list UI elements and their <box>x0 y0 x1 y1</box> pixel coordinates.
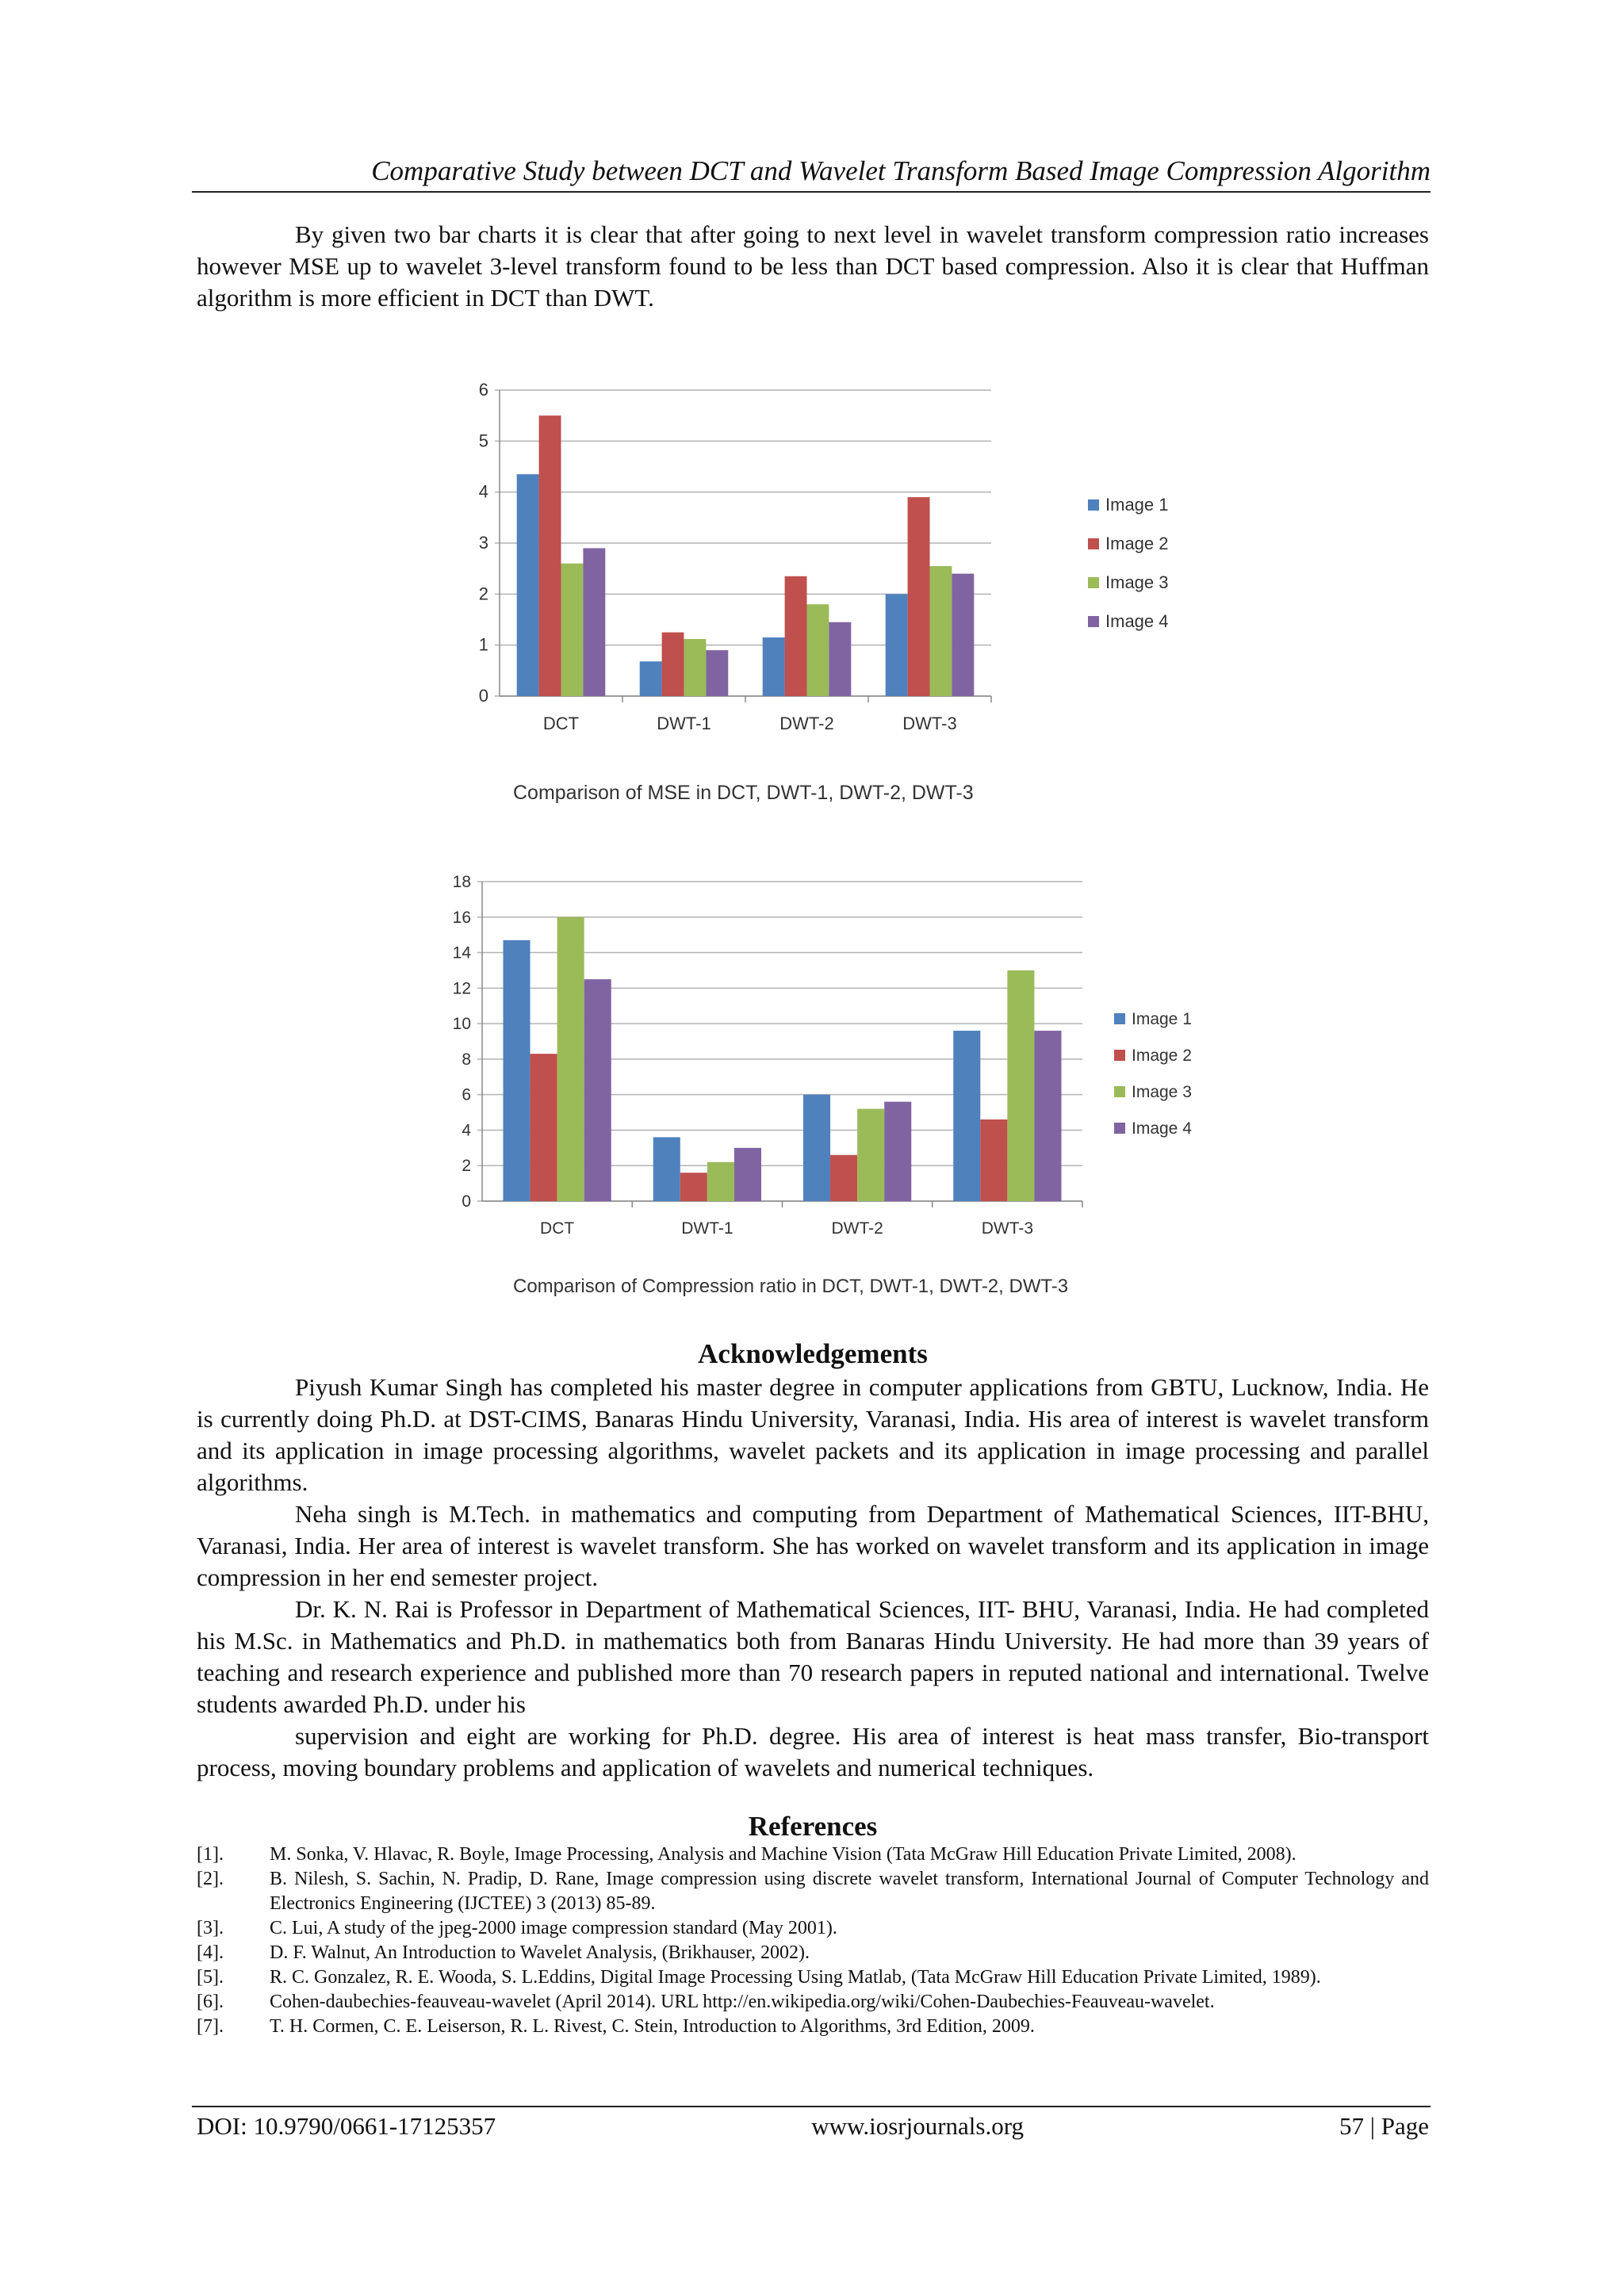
footer-doi: DOI: 10.9790/0661-17125357 <box>197 2112 496 2140</box>
bar <box>561 564 584 696</box>
chart-caption: Comparison of MSE in DCT, DWT-1, DWT-2, DWT-3 <box>513 782 974 804</box>
legend-swatch <box>1088 499 1099 511</box>
reference-item <box>197 1941 1429 1965</box>
bar <box>1034 1031 1061 1201</box>
legend-label: Image 4 <box>1132 1119 1192 1138</box>
bar <box>734 1148 761 1201</box>
bar <box>884 1102 911 1201</box>
bar <box>785 576 807 696</box>
legend-swatch <box>1088 538 1099 549</box>
mse-chart <box>444 373 1205 817</box>
ack-paragraph-4: supervision and eight are working for Ph.D. degree. His area of interest is heat mass transfer, Bio-transport process, moving boundary problems and application of wavelets and numerical techniques. <box>197 1722 1429 1781</box>
bar <box>953 1031 980 1201</box>
ack-paragraph-1: Piyush Kumar Singh has completed his master degree in computer applications from GBTU, Lucknow, India. He is currently doing Ph.D. at DST-CIMS, Banaras Hindu University, Varanasi, India. His area of interest is wavelet transform and its application in image processing algorithms, wavelet packets and its application in image processing and parallel algorithms. <box>197 1373 1429 1496</box>
y-tick-label: 10 <box>452 1015 471 1034</box>
legend-label: Image 3 <box>1105 572 1169 592</box>
bar <box>1007 970 1034 1201</box>
reference-number: [7]. <box>197 2016 224 2037</box>
legend-label: Image 4 <box>1105 611 1169 631</box>
legend-label: Image 2 <box>1105 534 1169 553</box>
y-tick-label: 12 <box>452 979 471 998</box>
y-tick-label: 4 <box>462 1121 471 1140</box>
footer-website: www.iosrjournals.org <box>811 2112 1024 2140</box>
bar <box>557 917 584 1201</box>
running-header: Comparative Study between DCT and Wavelet Transform Based Image Compression Algorithm <box>371 155 1431 186</box>
reference-text: Cohen-daubechies-feauveau-wavelet (April 2014). URL http://en.wikipedia.org/wiki/Cohen-Daubechies-Feauveau-wavelet. <box>270 1992 1215 2012</box>
reference-item <box>197 1843 1429 1867</box>
bar <box>653 1137 680 1201</box>
x-tick-label: DWT-2 <box>779 714 834 733</box>
legend-swatch <box>1114 1123 1125 1134</box>
y-tick-label: 14 <box>452 943 471 962</box>
bar <box>584 979 611 1201</box>
acknowledgements-body <box>197 1372 1429 1784</box>
legend-swatch <box>1088 577 1099 588</box>
reference-item <box>197 1990 1429 2015</box>
reference-number: [1]. <box>197 1844 224 1865</box>
y-tick-label: 0 <box>478 686 488 706</box>
bar <box>680 1173 707 1201</box>
bar <box>908 497 930 696</box>
bar <box>503 940 530 1201</box>
bar <box>684 639 707 696</box>
intro-paragraph: By given two bar charts it is clear that after going to next level in wavelet transform compression ratio increases however MSE up to wavelet 3-level transform found to be less than DCT based compression. Also it is clear that Huffman algorithm is more efficient in DCT than DWT. <box>197 220 1429 312</box>
reference-text: R. C. Gonzalez, R. E. Wooda, S. L.Eddins, Digital Image Processing Using Matlab, (Tata McGraw Hill Education Private Limited, 1989). <box>270 1967 1321 1988</box>
bar <box>803 1095 830 1201</box>
reference-text: D. F. Walnut, An Introduction to Wavelet Analysis, (Brikhauser, 2002). <box>270 1942 810 1963</box>
y-tick-label: 4 <box>478 481 488 502</box>
reference-item <box>197 1867 1429 1916</box>
bar <box>763 637 785 696</box>
footer-rule <box>192 2106 1431 2107</box>
header-rule <box>192 191 1431 193</box>
bar <box>583 548 605 696</box>
footer-page-number: 57 | Page <box>1339 2112 1429 2140</box>
y-tick-label: 8 <box>462 1050 471 1069</box>
reference-number: [5]. <box>197 1967 224 1988</box>
compression-ratio-chart <box>428 864 1221 1308</box>
x-tick-label: DWT-2 <box>831 1219 883 1238</box>
bar <box>886 594 908 696</box>
reference-number: [4]. <box>197 1942 224 1963</box>
references-title: References <box>748 1811 878 1842</box>
x-tick-label: DWT-1 <box>681 1219 733 1238</box>
reference-number: [2]. <box>197 1869 224 1889</box>
bar <box>662 633 684 696</box>
bar <box>640 661 662 696</box>
legend-label: Image 1 <box>1132 1010 1192 1028</box>
reference-item <box>197 2015 1429 2039</box>
y-tick-label: 6 <box>478 380 488 400</box>
x-tick-label: DWT-3 <box>981 1219 1034 1238</box>
bar <box>807 604 829 696</box>
bar <box>830 1155 857 1201</box>
compression-ratio-chart-svg <box>428 864 1221 1308</box>
y-tick-label: 1 <box>478 634 488 655</box>
legend-label: Image 1 <box>1105 495 1169 515</box>
reference-text: T. H. Cormen, C. E. Leiserson, R. L. Rivest, C. Stein, Introduction to Algorithms, 3rd Edition, 2009. <box>270 2016 1035 2037</box>
legend-swatch <box>1114 1086 1125 1097</box>
bar <box>539 415 561 696</box>
bar <box>952 574 974 696</box>
y-tick-label: 18 <box>452 873 471 891</box>
reference-list <box>197 1843 1429 2039</box>
x-tick-label: DWT-3 <box>902 714 957 733</box>
legend-swatch <box>1114 1013 1125 1024</box>
bar <box>930 566 952 696</box>
acknowledgements-title: Acknowledgements <box>698 1338 928 1369</box>
bar <box>517 474 539 696</box>
x-tick-label: DCT <box>542 714 580 733</box>
y-tick-label: 6 <box>462 1085 471 1104</box>
x-tick-label: DWT-1 <box>657 714 711 733</box>
ack-paragraph-2: Neha singh is M.Tech. in mathematics and computing from Department of Mathematical Sciences, IIT-BHU, Varanasi, India. Her area of interest is wavelet transform. She has worked on wavelet transform and its application in image compression in her end semester project. <box>197 1500 1429 1591</box>
bar <box>829 622 851 696</box>
mse-chart-svg <box>444 373 1205 817</box>
bar <box>707 1162 734 1201</box>
reference-text: B. Nilesh, S. Sachin, N. Pradip, D. Rane, Image compression using discrete wavelet transform, International Journal of Computer Technology and Electronics Engineering (IJCTEE) 3 (2013) 85-89. <box>270 1869 1429 1914</box>
ack-paragraph-3: Dr. K. N. Rai is Professor in Department of Mathematical Sciences, IIT- BHU, Varanasi, India. He had completed his M.Sc. in Mathematics and Ph.D. in mathematics both from Banaras Hindu University. He had more than 39 years of teaching and research experience and published more than 70 research papers in reputed national and international. Twelve students awarded Ph.D. under his <box>197 1595 1429 1718</box>
legend-label: Image 2 <box>1132 1047 1192 1065</box>
reference-item <box>197 1916 1429 1941</box>
y-tick-label: 16 <box>452 908 471 927</box>
bar <box>706 650 728 696</box>
intro-section <box>197 219 1429 314</box>
reference-number: [6]. <box>197 1992 224 2012</box>
y-tick-label: 2 <box>462 1157 471 1176</box>
y-tick-label: 3 <box>478 533 488 553</box>
reference-number: [3]. <box>197 1918 224 1938</box>
bar <box>980 1119 1007 1201</box>
legend-label: Image 3 <box>1132 1083 1192 1101</box>
y-tick-label: 2 <box>478 584 488 604</box>
page-footer <box>197 2112 1429 2141</box>
reference-text: M. Sonka, V. Hlavac, R. Boyle, Image Processing, Analysis and Machine Vision (Tata McGraw Hill Education Private Limited, 2008). <box>270 1844 1297 1865</box>
bar <box>857 1109 884 1201</box>
y-tick-label: 5 <box>478 430 488 451</box>
y-tick-label: 0 <box>462 1192 471 1211</box>
legend-swatch <box>1114 1050 1125 1061</box>
bar <box>530 1054 557 1201</box>
reference-text: C. Lui, A study of the jpeg-2000 image compression standard (May 2001). <box>270 1918 837 1938</box>
legend-swatch <box>1088 616 1099 627</box>
chart-caption: Comparison of Compression ratio in DCT, DWT-1, DWT-2, DWT-3 <box>513 1276 1069 1297</box>
x-tick-label: DCT <box>540 1219 575 1238</box>
reference-item <box>197 1965 1429 1990</box>
